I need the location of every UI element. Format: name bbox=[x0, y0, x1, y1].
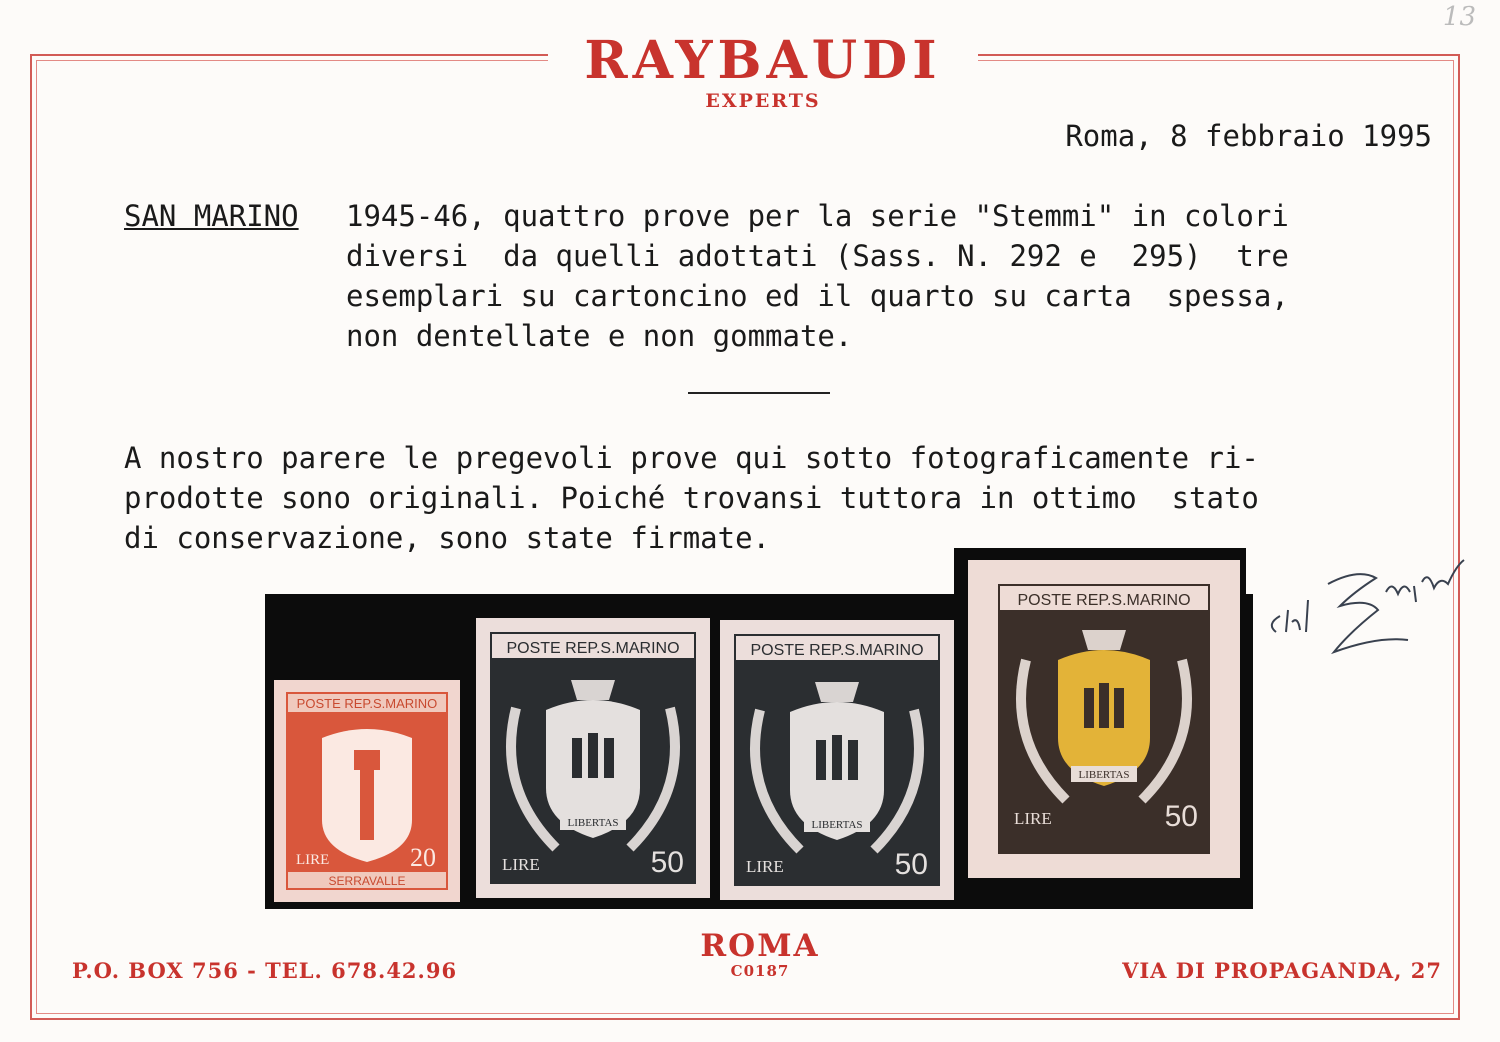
footer-contact: P.O. BOX 756 - TEL. 678.42.96 bbox=[72, 958, 458, 983]
stamp-serravalle-art bbox=[274, 680, 460, 902]
expert-signature bbox=[1258, 540, 1478, 670]
stamp-motto-text: LIBERTAS bbox=[567, 817, 619, 829]
stamp-coat-of-arms-50-c bbox=[968, 560, 1240, 878]
stamp-header-text: POSTE REP.S.MARINO bbox=[506, 640, 680, 657]
footer-address: VIA DI PROPAGANDA, 27 bbox=[1122, 958, 1442, 983]
stamp-coat-of-arms-50-a bbox=[476, 618, 710, 898]
description bbox=[346, 196, 1289, 356]
footer-postal-code: C0187 bbox=[730, 962, 790, 980]
stamp-value-text: 50 bbox=[894, 848, 928, 881]
stamp-coat-of-arms-50-b bbox=[720, 620, 954, 900]
stamp-coat-art-a bbox=[476, 618, 710, 898]
separator-rule bbox=[688, 392, 830, 394]
subject-title: SAN MARINO bbox=[124, 199, 299, 233]
stamp-town-text: SERRAVALLE bbox=[328, 874, 406, 888]
stamp-coat-art-b bbox=[720, 620, 954, 900]
stamp-header-text: POSTE REP.S.MARINO bbox=[750, 642, 924, 659]
stamp-header-text: POSTE REP.S.MARINO bbox=[1017, 592, 1191, 609]
stamp-lire-text: LIRE bbox=[746, 857, 784, 876]
opinion-line: prodotte sono originali. Poiché trovansi tuttora in ottimo stato bbox=[124, 481, 1259, 515]
stamp-serravalle-20 bbox=[274, 680, 460, 902]
footer-city: ROMA bbox=[700, 928, 820, 964]
date-line: Roma, 8 febbraio 1995 bbox=[1065, 119, 1432, 153]
opinion-line: di conservazione, sono state firmate. bbox=[124, 521, 771, 555]
description-line: non dentellate e non gommate. bbox=[346, 319, 853, 353]
stamp-motto-text: LIBERTAS bbox=[811, 819, 863, 831]
stamp-motto-text: LIBERTAS bbox=[1078, 769, 1130, 781]
stamp-coat-art-c bbox=[968, 560, 1240, 878]
page-number: 13 bbox=[1442, 2, 1476, 32]
description-line: diversi da quelli adottati (Sass. N. 292 e 295) tre bbox=[346, 239, 1289, 273]
stamp-value-text: 20 bbox=[410, 843, 436, 872]
description-line: 1945-46, quattro prove per la serie "Stemmi" in colori bbox=[346, 199, 1289, 233]
stamp-lire-text: LIRE bbox=[502, 855, 540, 874]
stamp-lire-text: LIRE bbox=[1014, 809, 1052, 828]
stamp-lire-text: LIRE bbox=[296, 852, 330, 868]
stamp-value-text: 50 bbox=[1164, 800, 1198, 833]
stamp-header-text: POSTE REP.S.MARINO bbox=[296, 696, 438, 711]
brand-title: RAYBAUDI bbox=[584, 30, 942, 91]
opinion-line: A nostro parere le pregevoli prove qui sotto fotograficamente ri- bbox=[124, 441, 1259, 475]
opinion-text bbox=[124, 438, 1259, 558]
brand-subtitle: EXPERTS bbox=[705, 90, 821, 112]
stamp-value-text: 50 bbox=[650, 846, 684, 879]
description-line: esemplari su cartoncino ed il quarto su carta spessa, bbox=[346, 279, 1289, 313]
